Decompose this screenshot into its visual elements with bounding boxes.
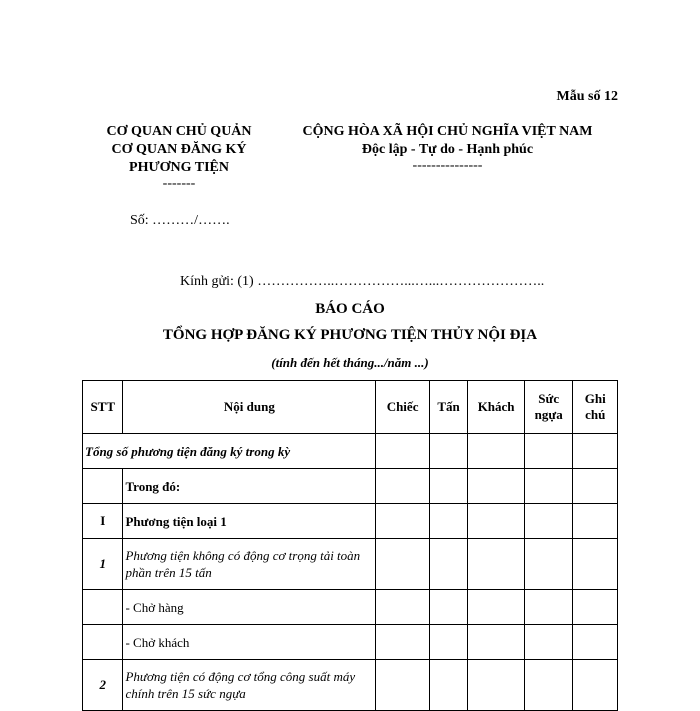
cell — [524, 469, 573, 504]
header-ghi-chu-line-1: Ghi — [584, 391, 606, 406]
national-header — [285, 123, 610, 173]
national-separator: --------------- — [412, 158, 483, 173]
header-stt: STT — [83, 381, 123, 434]
agency-header — [95, 123, 263, 191]
row-stt — [83, 625, 123, 660]
cell — [524, 504, 573, 539]
row-content: - Chở khách — [123, 625, 376, 660]
table-row-cho-hang — [83, 590, 618, 625]
header-suc-ngua — [524, 381, 573, 434]
cell — [573, 434, 618, 469]
header-chiec: Chiếc — [376, 381, 430, 434]
cell — [429, 625, 467, 660]
form-number: Mẫu số 12 — [556, 89, 618, 104]
agency-line-3: PHƯƠNG TIỆN — [129, 160, 229, 175]
cell — [468, 539, 525, 590]
cell — [376, 469, 430, 504]
cell — [429, 504, 467, 539]
report-table — [82, 380, 618, 711]
agency-line-2: CƠ QUAN ĐĂNG KÝ — [111, 142, 247, 157]
document-number: Số: ………/……. — [130, 213, 230, 228]
table-header-row — [83, 381, 618, 434]
row-content: Phương tiện không có động cơ trọng tải toàn phần trên 15 tấn — [123, 539, 376, 590]
table-row-total — [83, 434, 618, 469]
table-row-loai-1 — [83, 504, 618, 539]
row-content: Trong đó: — [123, 469, 376, 504]
table-row-item-2 — [83, 660, 618, 711]
cell — [573, 590, 618, 625]
header-tan: Tấn — [429, 381, 467, 434]
cell — [376, 434, 430, 469]
cell — [573, 504, 618, 539]
cell — [524, 539, 573, 590]
cell — [573, 539, 618, 590]
row-content: Phương tiện có động cơ tổng công suất máy chính trên 15 sức ngựa — [123, 660, 376, 711]
cell — [376, 539, 430, 590]
cell — [376, 504, 430, 539]
table-row-cho-khach — [83, 625, 618, 660]
cell — [573, 660, 618, 711]
header-suc-ngua-line-2: ngựa — [534, 407, 563, 422]
cell — [376, 590, 430, 625]
cell — [376, 660, 430, 711]
row-stt: 1 — [83, 539, 123, 590]
agency-line-1: CƠ QUAN CHỦ QUẢN — [106, 124, 252, 139]
cell — [524, 434, 573, 469]
row-content: - Chở hàng — [123, 590, 376, 625]
cell — [429, 469, 467, 504]
row-total-content: Tổng số phương tiện đăng ký trong kỳ — [83, 434, 376, 469]
cell — [468, 625, 525, 660]
report-title: BÁO CÁO — [315, 301, 385, 317]
cell — [524, 590, 573, 625]
header-suc-ngua-line-1: Sức — [538, 391, 560, 406]
table-row-item-1 — [83, 539, 618, 590]
cell — [429, 434, 467, 469]
row-stt: I — [83, 504, 123, 539]
cell — [573, 469, 618, 504]
cell — [468, 469, 525, 504]
row-stt — [83, 590, 123, 625]
cell — [524, 660, 573, 711]
row-stt — [83, 469, 123, 504]
cell — [429, 660, 467, 711]
report-period: (tính đến hết tháng.../năm ...) — [271, 355, 429, 370]
cell — [429, 539, 467, 590]
report-subtitle: TỔNG HỢP ĐĂNG KÝ PHƯƠNG TIỆN THỦY NỘI ĐỊA — [162, 327, 538, 343]
header-khach: Khách — [468, 381, 525, 434]
cell — [468, 504, 525, 539]
national-motto: Độc lập - Tự do - Hạnh phúc — [361, 142, 534, 157]
cell — [524, 625, 573, 660]
cell — [429, 590, 467, 625]
table-row-trong-do — [83, 469, 618, 504]
cell — [468, 590, 525, 625]
cell — [468, 660, 525, 711]
row-stt: 2 — [83, 660, 123, 711]
row-content: Phương tiện loại 1 — [123, 504, 376, 539]
agency-separator: ------- — [162, 176, 196, 191]
recipient-line: Kính gửi: (1) ……………..……………...…...………………….. — [180, 274, 545, 289]
cell — [573, 625, 618, 660]
country-name: CỘNG HÒA XÃ HỘI CHỦ NGHĨA VIỆT NAM — [302, 124, 593, 139]
cell — [468, 434, 525, 469]
cell — [376, 625, 430, 660]
header-content: Nội dung — [123, 381, 376, 434]
header-ghi-chu-line-2: chú — [585, 407, 606, 422]
header-ghi-chu — [573, 381, 618, 434]
